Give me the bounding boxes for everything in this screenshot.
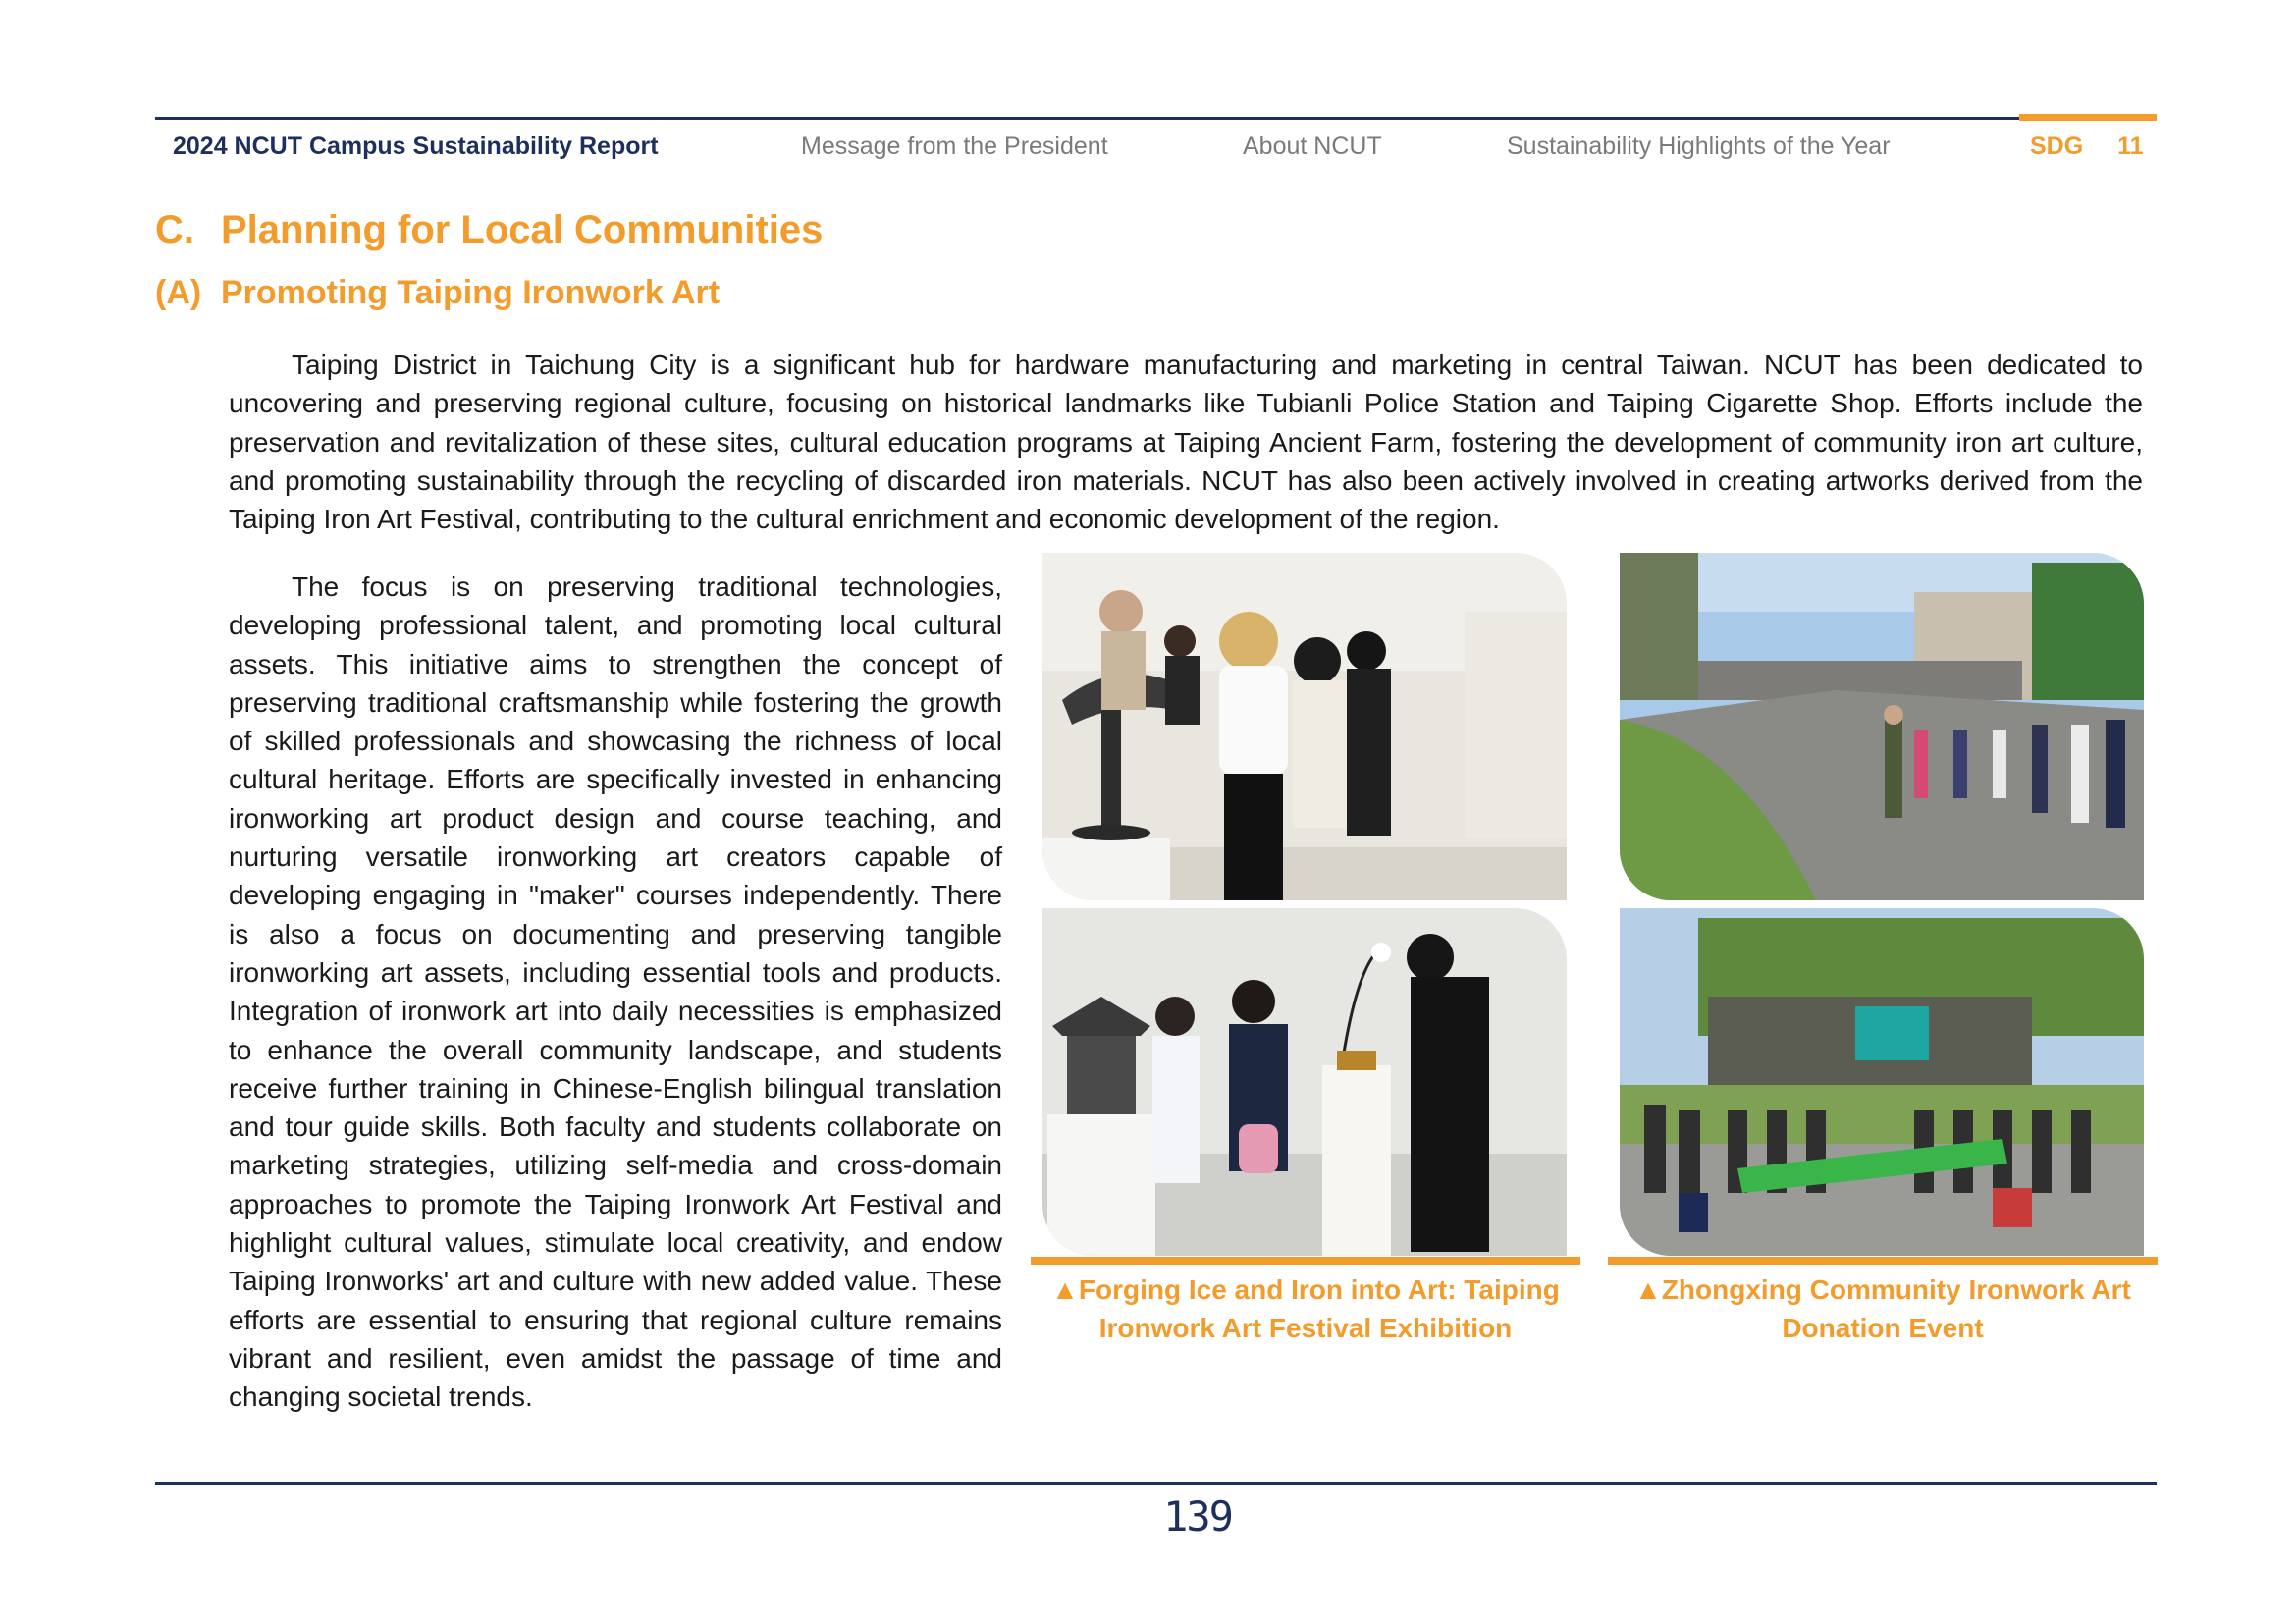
nav-about-ncut[interactable]: About NCUT — [1243, 133, 1382, 160]
subsection-title-text: Promoting Taiping Ironwork Art — [221, 274, 721, 311]
caption-exhibition: ▲Forging Ice and Iron into Art: Taiping Ironwork Art Festival Exhibition — [1051, 1274, 1560, 1343]
page-number: 139 — [1163, 1492, 1232, 1541]
intro-paragraph: Taiping District in Taichung City is a significant hub for hardware manufacturing and marketing in central Taiwan. NCUT has been dedicated to uncovering and preserving regional culture, focusing on historical landmarks like Tubianli Police Station and Taiping Cigarette Shop. Efforts include the preservation and revitalization of these sites, cultural education programs at Taiping Ancient Farm, fostering the development of community iron art culture, and promoting sustainability through the recycling of discarded iron materials. NCUT has also been actively involved in creating artworks derived from the Taiping Iron Art Festival, contributing to the cultural enrichment and economic development of the region. — [229, 350, 2143, 535]
photo-donation-group — [1620, 908, 2144, 1256]
photo-exhibition-conversation — [1042, 908, 1567, 1256]
photo-exhibition-visit — [1042, 553, 1567, 900]
focus-paragraph: The focus is on preserving traditional technologies, developing professional talent, and promoting local cultural assets. This initiative aims to strengthen the concept of preserving traditional craftsmanship while fostering the growth of skilled professionals and showcasing the richness of local cultural heritage. Efforts are specifically invested in enhancing ironworking art product design and course teaching, and nurturing versatile ironworking art creators capable of developing engaging in "maker" courses independently. There is also a focus on documenting and preserving tangible ironworking art assets, including essential tools and products. Integration of ironwork art into daily necessities is emphasized to enhance the overall community landscape, and students receive further training in Chinese-English bilingual translation and tour guide skills. Both faculty and students collaborate on marketing strategies, utilizing self-media and cross-domain approaches to promote the Taiping Ironwork Art Festival and highlight cultural values, stimulate local creativity, and endow Taiping Ironworks' art and culture with new added value. These efforts are essential to ensuring that regional culture remains vibrant and resilient, even amidst the passage of time and changing societal trends. — [229, 571, 1002, 1413]
subsection-number: (A) — [155, 274, 202, 311]
nav-sustainability-highlights[interactable]: Sustainability Highlights of the Year — [1507, 133, 1891, 160]
header-rule — [155, 117, 2019, 120]
caption-bar-left — [1031, 1257, 1580, 1265]
section-title — [155, 208, 823, 252]
caption-donation: ▲Zhongxing Community Ironwork Art Donation Event — [1634, 1274, 2131, 1343]
sdg-label: SDG — [2030, 133, 2084, 160]
subsection-title — [155, 274, 720, 312]
report-title: 2024 NCUT Campus Sustainability Report — [173, 133, 659, 160]
sdg-badge[interactable] — [2030, 130, 2144, 163]
nav-message-from-president[interactable]: Message from the President — [801, 133, 1108, 160]
section-title-text: Planning for Local Communities — [221, 208, 824, 251]
sdg-number: 11 — [2117, 133, 2144, 160]
photo-outdoor-tour — [1620, 553, 2144, 900]
footer-rule — [155, 1482, 2157, 1485]
section-number: C. — [155, 208, 194, 251]
header-accent-bar — [2019, 114, 2157, 121]
caption-bar-right — [1608, 1257, 2158, 1265]
